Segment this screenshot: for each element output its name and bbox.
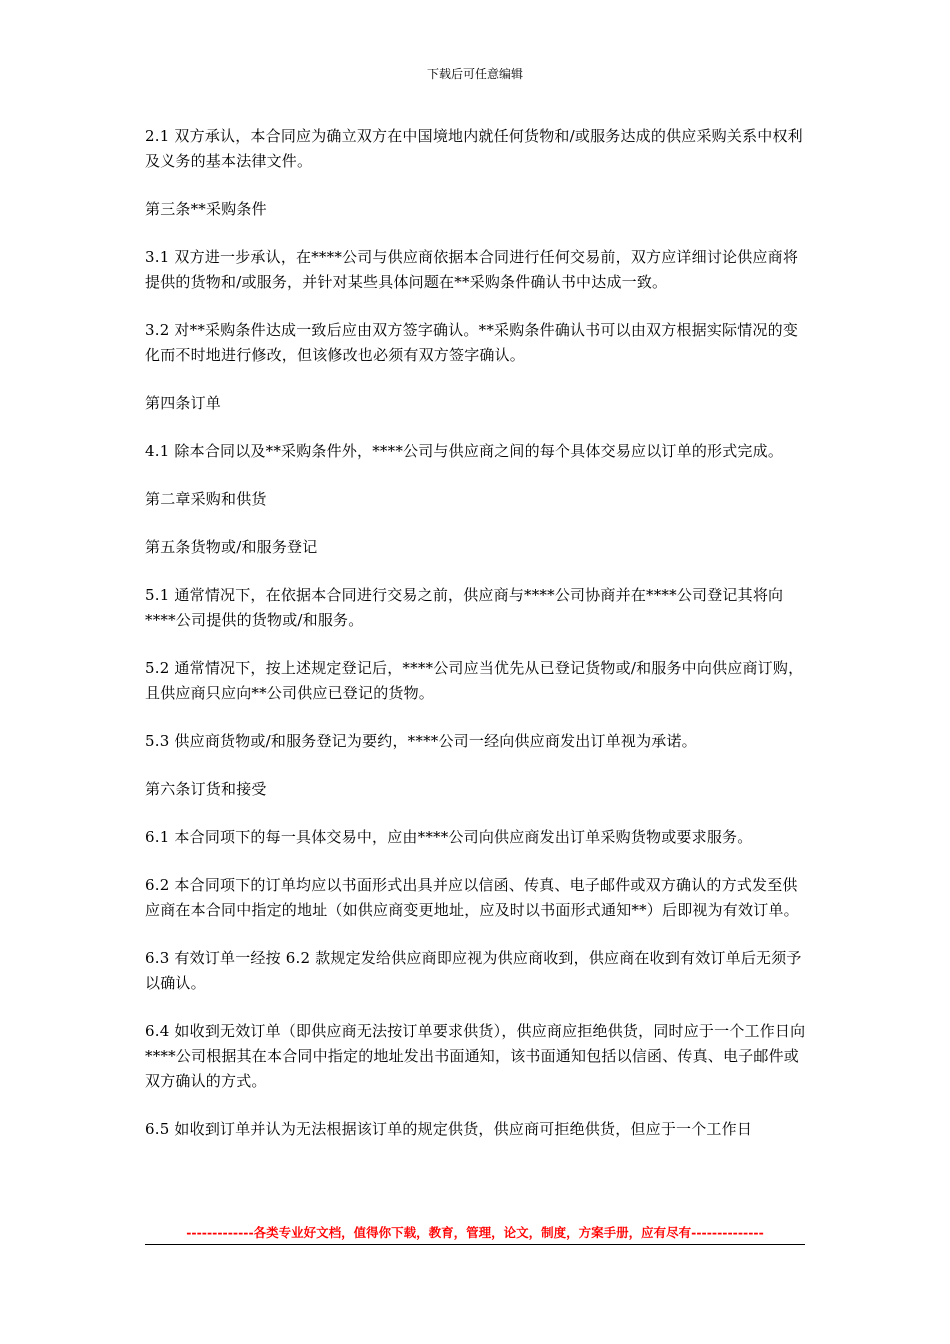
document-body: [145, 124, 809, 1165]
page-header: 下载后可任意编辑: [426, 67, 523, 81]
section-heading: 第六条订货和接受: [145, 780, 267, 798]
paragraph: 6.5 如收到订单并认为无法根据该订单的规定供货，供应商可拒绝供货，但应于一个工作日: [145, 1120, 753, 1138]
paragraph: 5.3 供应商货物或/和服务登记为要约，****公司一经向供应商发出订单视为承诺。: [145, 732, 697, 750]
paragraph: 3.1 双方进一步承认，在****公司与供应商依据本合同进行任何交易前，双方应详细讨论供应商将提供的货物和/或服务，并针对某些具体问题在**采购条件确认书中达成一致。: [145, 248, 799, 291]
paragraph: 4.1 除本合同以及**采购条件外，****公司与供应商之间的每个具体交易应以订单的形式完成。: [145, 442, 784, 460]
paragraph: 6.1 本合同项下的每一具体交易中，应由****公司向供应商发出订单采购货物或要求服务。: [145, 828, 753, 846]
paragraph: 5.2 通常情况下，按上述规定登记后，****公司应当优先从已登记货物或/和服务中向供应商订购，且供应商只应向**公司供应已登记的货物。: [145, 659, 804, 702]
footer-divider: [145, 1244, 805, 1245]
section-heading: 第三条**采购条件: [145, 200, 267, 218]
chapter-heading: 第二章采购和供货: [145, 490, 267, 508]
paragraph: 6.3 有效订单一经按 6.2 款规定发给供应商即应视为供应商收到，供应商在收到有效订单后无须予以确认。: [145, 949, 802, 992]
paragraph: 5.1 通常情况下，在依据本合同进行交易之前，供应商与****公司协商并在****公司登记其将向****公司提供的货物或/和服务。: [145, 586, 784, 629]
page-footer-banner: -------------各类专业好文档，值得你下载，教育，管理，论文，制度，方案手册，应有尽有--------------: [186, 1225, 764, 1240]
paragraph: 3.2 对**采购条件达成一致后应由双方签字确认。**采购条件确认书可以由双方根据实际情况的变化而不时地进行修改，但该修改也必须有双方签字确认。: [145, 321, 799, 364]
section-heading: 第四条订单: [145, 394, 222, 412]
section-heading: 第五条货物或/和服务登记: [145, 538, 318, 556]
paragraph: 2.1 双方承认，本合同应为确立双方在中国境地内就任何货物和/或服务达成的供应采购关系中权利及义务的基本法律文件。: [145, 127, 803, 170]
paragraph: 6.2 本合同项下的订单均应以书面形式出具并应以信函、传真、电子邮件或双方确认的方式发至供应商在本合同中指定的地址（如供应商变更地址，应及时以书面形式通知**）后即视为有效订单。: [145, 876, 799, 919]
paragraph: 6.4 如收到无效订单（即供应商无法按订单要求供货），供应商应拒绝供货，同时应于一个工作日向****公司根据其在本合同中指定的地址发出书面通知，该书面通知包括以信函、传真、电子邮件或双方确认的方式。: [145, 1022, 806, 1090]
